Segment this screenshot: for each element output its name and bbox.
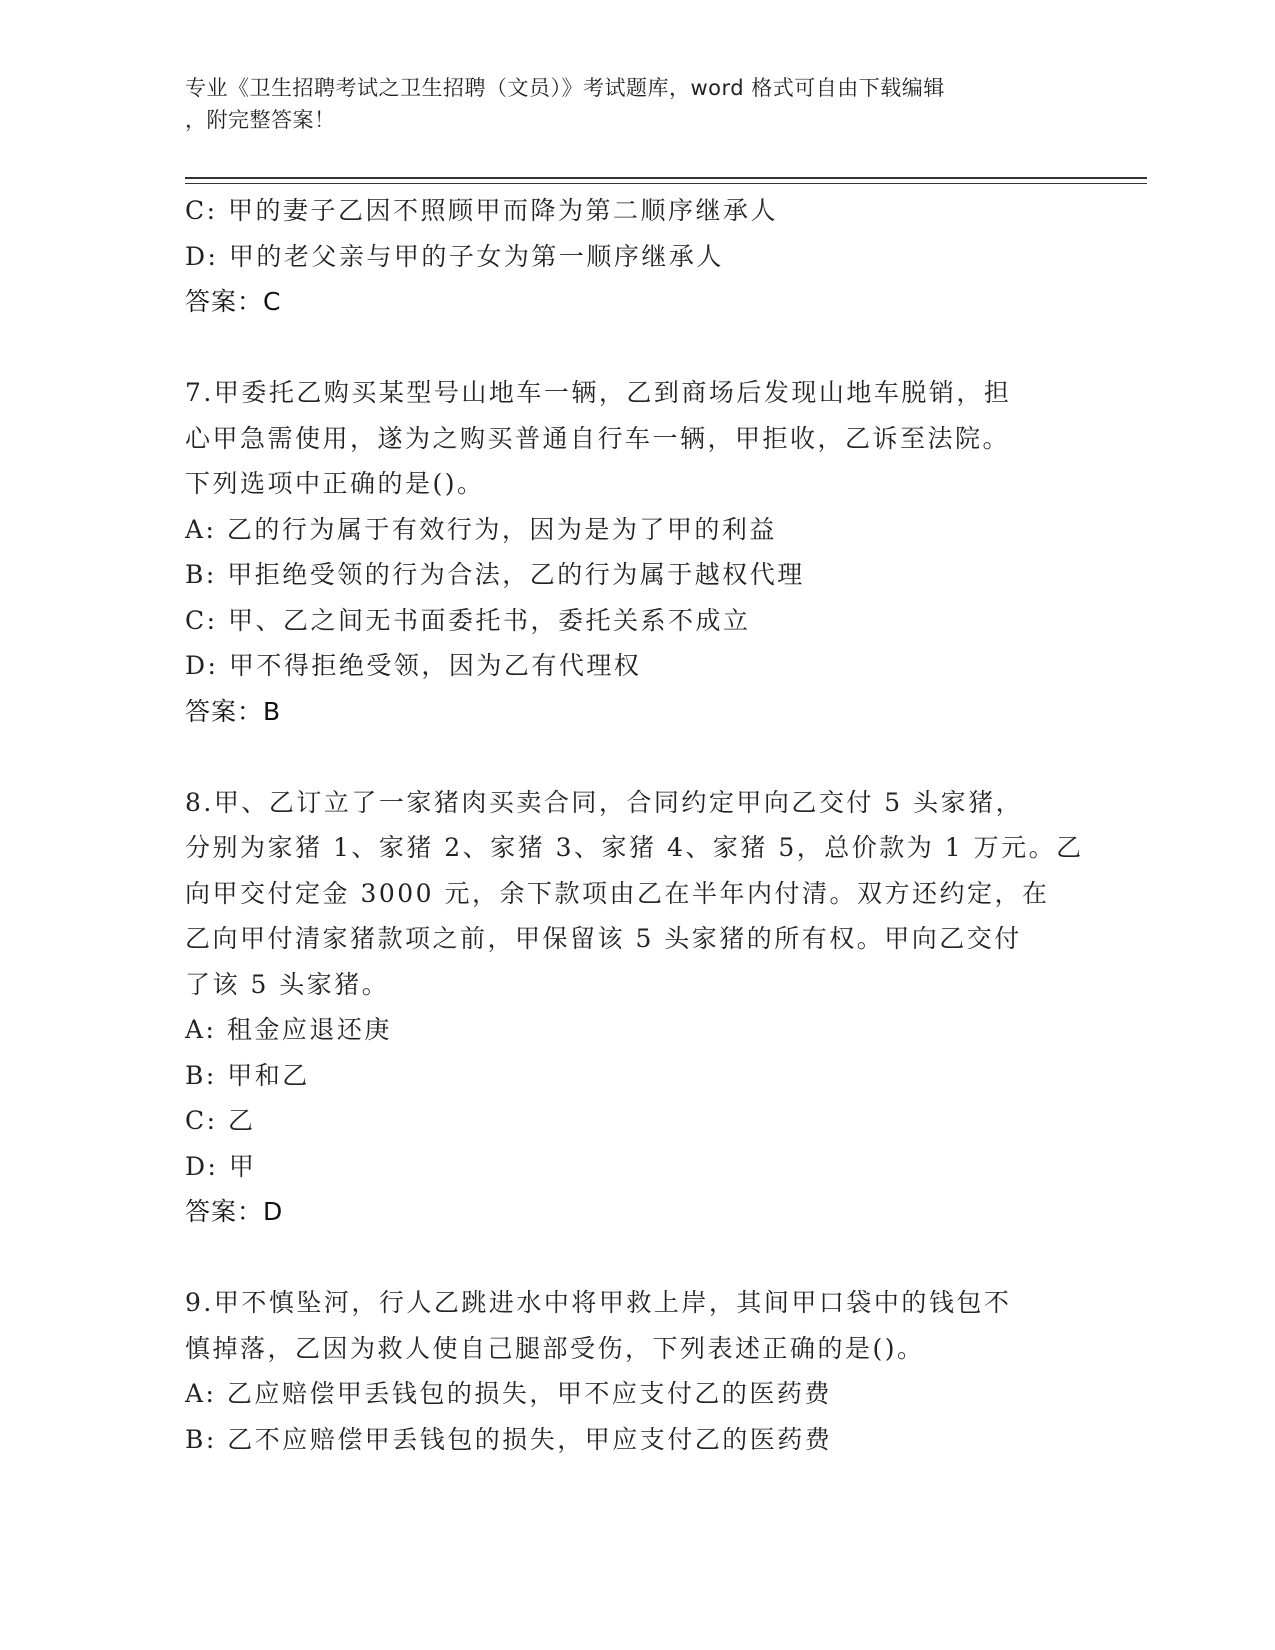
option-b: B: 乙不应赔偿甲丢钱包的损失，甲应支付乙的医药费 [185, 1424, 833, 1454]
header-line-1: 专业《卫生招聘考试之卫生招聘（文员）》考试题库，word 格式可自由下载编辑 [185, 76, 945, 100]
answer-label: 答案：B [185, 696, 282, 726]
question-stem-line: 心甲急需使用，遂为之购买普通自行车一辆，甲拒收，乙诉至法院。 [185, 423, 1011, 453]
header-divider-thick [185, 177, 1147, 179]
question-stem-line: 慎掉落，乙因为救人使自己腿部受伤，下列表述正确的是()。 [185, 1333, 925, 1363]
question-stem-line: 了该 5 头家猪。 [185, 969, 390, 999]
answer-label: 答案：C [185, 287, 282, 316]
option-d: D: 甲的老父亲与甲的子女为第一顺序继承人 [185, 241, 724, 271]
header-line-2: ，附完整答案！ [185, 108, 336, 132]
question-list [185, 188, 1085, 1462]
question-6 [185, 188, 1085, 325]
question-stem-line: 向甲交付定金 3000 元，余下款项由乙在半年内付清。双方还约定，在 [185, 878, 1050, 908]
option-c: C: 甲的妻子乙因不照顾甲而降为第二顺序继承人 [185, 196, 778, 225]
question-9 [185, 1280, 1085, 1462]
question-stem-line: 7.甲委托乙购买某型号山地车一辆，乙到商场后发现山地车脱销，担 [185, 378, 1012, 407]
option-a: A: 乙的行为属于有效行为，因为是为了甲的利益 [185, 514, 777, 544]
question-stem-line: 乙向甲付清家猪款项之前，甲保留该 5 头家猪的所有权。甲向乙交付 [185, 924, 1022, 953]
option-c: C: 甲、乙之间无书面委托书，委托关系不成立 [185, 605, 751, 635]
option-c: C: 乙 [185, 1106, 256, 1135]
question-8 [185, 780, 1085, 1235]
option-a: A: 乙应赔偿甲丢钱包的损失，甲不应支付乙的医药费 [185, 1379, 832, 1408]
answer-label: 答案：D [185, 1197, 284, 1226]
question-spacer [185, 1235, 1085, 1281]
header-divider-thin [185, 183, 1147, 184]
option-b: B: 甲拒绝受领的行为合法，乙的行为属于越权代理 [185, 560, 805, 589]
question-stem-line: 分别为家猪 1、家猪 2、家猪 3、家猪 4、家猪 5，总价款为 1 万元。乙 [185, 833, 1084, 862]
option-d: D: 甲不得拒绝受领，因为乙有代理权 [185, 651, 642, 680]
question-stem-line: 下列选项中正确的是()。 [185, 469, 485, 498]
question-7 [185, 370, 1085, 734]
document-header [185, 72, 1065, 136]
question-stem-line: 9.甲不慎坠河，行人乙跳进水中将甲救上岸，其间甲口袋中的钱包不 [185, 1288, 1012, 1317]
option-b: B: 甲和乙 [185, 1060, 310, 1090]
question-stem-line: 8.甲、乙订立了一家猪肉买卖合同，合同约定甲向乙交付 5 头家猪， [185, 787, 1024, 817]
question-spacer [185, 734, 1085, 780]
option-a: A: 租金应退还庚 [185, 1015, 392, 1044]
question-spacer [185, 325, 1085, 371]
option-d: D: 甲 [185, 1151, 257, 1181]
